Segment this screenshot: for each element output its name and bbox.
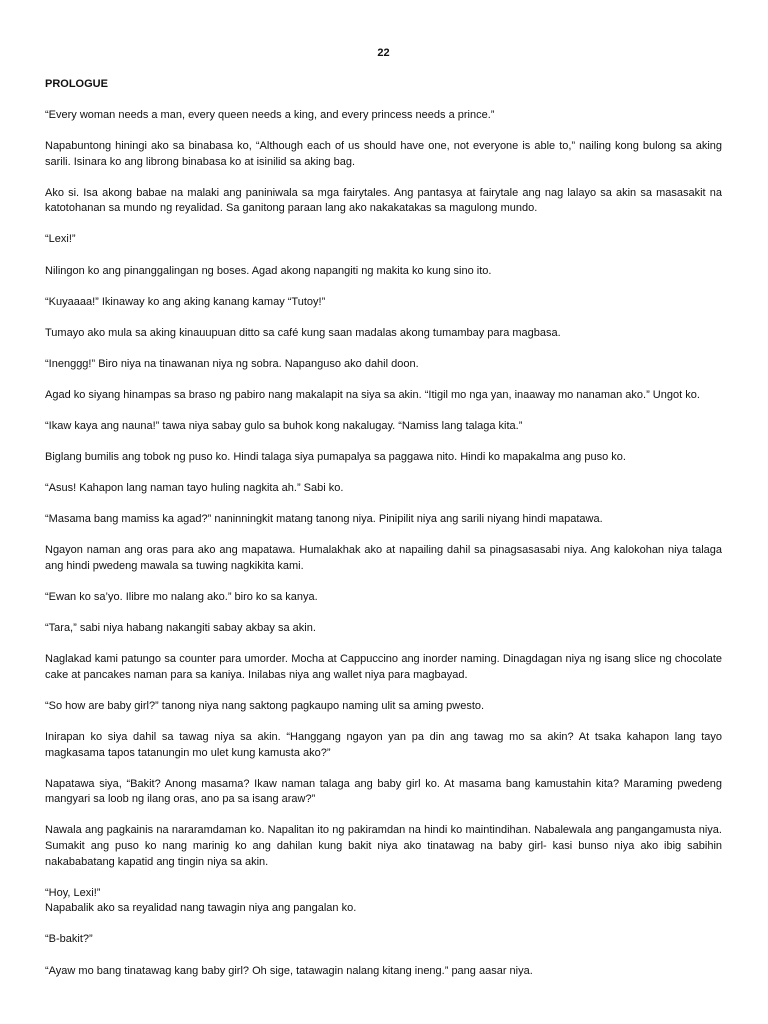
paragraph: Napatawa siya, “Bakit? Anong masama? Ikaw naman talaga ang baby girl ko. At masama bang kamustahin kita? Maraming pwedeng mangyari sa loob ng ilang oras, ano pa sa isang araw?”: [45, 777, 722, 806]
paragraph: “Every woman needs a man, every queen needs a king, and every princess needs a prince.”: [45, 109, 495, 121]
paragraph: Nawala ang pagkainis na nararamdaman ko. Napalitan ito ng pakiramdan na hindi ko maintindihan. Nabalewala ang pangangamusta niya. Sumakit ang puso ko nang marinig ko ang dahilan kung bakit niya ako tinatawag na baby girl- kasi bunso niya ako ibig sabihin nakababatang kapatid ang tingin niya sa akin.: [45, 824, 722, 868]
paragraph: Agad ko siyang hinampas sa braso ng pabiro nang makalapit na siya sa akin. “Itigil mo nga yan, inaaway mo nanaman ako.” Ungot ko.: [45, 388, 700, 401]
paragraph: “Masama bang mamiss ka agad?” naninningkit matang tanong niya. Pinipilit niya ang sarili niyang hindi mapatawa.: [45, 513, 603, 526]
paragraph: Ngayon naman ang oras para ako ang mapatawa. Humalakhak ako at napailing dahil sa pinagsasasabi niya. Ang kalokohan niya talaga ang hindi pwedeng mawala sa tuwing nagkikita kami.: [45, 544, 722, 572]
page-number: 22: [377, 47, 390, 59]
paragraph: “Tara,” sabi niya habang nakangiti sabay akbay sa akin.: [45, 622, 316, 635]
paragraph: “Ayaw mo bang tinatawag kang baby girl? Oh sige, tatawagin nalang kitang ineng.” pang aasar niya.: [45, 964, 533, 977]
paragraph: “Lexi!”: [45, 233, 76, 246]
paragraph: Napabuntong hiningi ako sa binabasa ko, “Although each of us should have one, not everyone is able to,” nailing kong bulong sa aking sarili. Isinara ko ang librong binabasa ko at isinilid sa aking bag.: [45, 140, 722, 168]
paragraph: “So how are baby girl?” tanong niya nang saktong pagkaupo naming ulit sa aming pwesto.: [45, 699, 485, 712]
paragraph: Tumayo ako mula sa aking kinauupuan ditto sa café kung saan madalas akong tumambay para magbasa.: [45, 326, 561, 339]
paragraph: Napabalik ako sa reyalidad nang tawagin niya ang pangalan ko.: [45, 902, 357, 915]
chapter-heading: PROLOGUE: [45, 78, 108, 90]
paragraph: Ako si. Isa akong babae na malaki ang paniniwala sa mga fairytales. Ang pantasya at fairytale ang nag lalayo sa akin sa masasakit na katotohanan sa mundo ng reyalidad. Sa ganitong paraan lang ako nakakatakas sa magulong mundo.: [45, 186, 722, 215]
paragraph: “B-bakit?”: [45, 933, 93, 946]
paragraph: “Ikaw kaya ang nauna!” tawa niya sabay gulo sa buhok kong nakalugay. “Namiss lang talaga kita.”: [45, 420, 523, 433]
paragraph: Nilingon ko ang pinanggalingan ng boses. Agad akong napangiti ng makita ko kung sino ito.: [45, 264, 492, 277]
story-body: [45, 108, 722, 995]
paragraph: Inirapan ko siya dahil sa tawag niya sa akin. “Hanggang ngayon yan pa din ang tawag mo sa akin? At tsaka kahapon lang tayo magkasama tapos tatanungin mo ulet kung kamusta ako?”: [45, 731, 722, 759]
paragraph: Biglang bumilis ang tobok ng puso ko. Hindi talaga siya pumapalya sa paggawa nito. Hindi ko mapakalma ang puso ko.: [45, 451, 626, 464]
paragraph: “Asus! Kahapon lang naman tayo huling nagkita ah.” Sabi ko.: [45, 482, 344, 495]
document-page: [45, 0, 722, 1024]
paragraph: “Kuyaaaa!” Ikinaway ko ang aking kanang kamay “Tutoy!”: [45, 295, 326, 308]
paragraph: “Ewan ko sa’yo. Ilibre mo nalang ako.” biro ko sa kanya.: [45, 591, 318, 604]
paragraph: “Inenggg!” Biro niya na tinawanan niya ng sobra. Napanguso ako dahil doon.: [45, 357, 419, 370]
paragraph: “Hoy, Lexi!”: [45, 886, 101, 899]
paragraph: Naglakad kami patungo sa counter para umorder. Mocha at Cappuccino ang inorder naming. Dinagdagan niya ng isang slice ng chocolate cake at pancakes naman para sa kaniya. Inilabas niya ang wallet niya para magbayad.: [45, 653, 722, 681]
